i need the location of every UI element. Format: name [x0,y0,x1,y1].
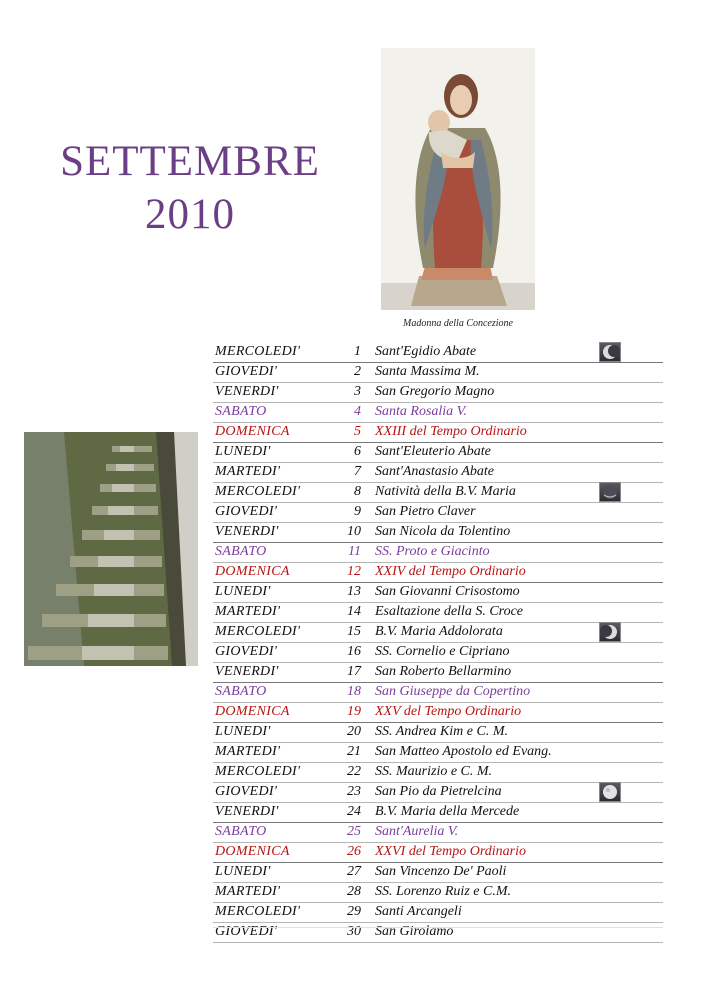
day-number: 27 [347,864,361,879]
full-moon-icon [599,782,621,802]
year-title: 2010 [145,191,235,238]
saint-of-day: B.V. Maria della Mercede [375,804,520,819]
weekday-name: DOMENICA [215,564,290,579]
weekday-name: VENERDI' [215,664,279,679]
day-number: 23 [347,784,361,799]
day-number: 19 [347,704,361,719]
weekday-name: VENERDI' [215,384,279,399]
calendar-row [213,823,663,843]
weekday-name: MARTEDI' [215,604,281,619]
month-title: SETTEMBRE [60,138,320,185]
saint-of-day: SS. Maurizio e C. M. [375,764,493,779]
saint-of-day: Sant'Anastasio Abate [375,464,495,479]
weekday-name: MERCOLEDI' [215,764,301,779]
calendar-row [213,543,663,563]
day-number: 1 [354,344,361,359]
saint-of-day: XXVI del Tempo Ordinario [375,844,527,859]
calendar-row [213,843,663,863]
saint-of-day: San Gregorio Magno [375,384,495,399]
weekday-name: GIOVEDI' [215,504,278,519]
saint-of-day: Sant'Eleuterio Abate [375,444,491,459]
saint-of-day: SS. Proto e Giacinto [375,544,490,559]
day-number: 13 [347,584,361,599]
saint-of-day: SS. Andrea Kim e C. M. [375,724,508,739]
calendar-row [213,863,663,883]
saint-of-day: San Pietro Claver [375,504,476,519]
day-number: 7 [354,464,361,479]
weekday-name: DOMENICA [215,704,290,719]
weekday-name: SABATO [215,544,267,559]
day-number: 10 [347,524,361,539]
weekday-name: SABATO [215,404,267,419]
weekday-name: SABATO [215,684,267,699]
day-number: 16 [347,644,361,659]
weekday-name: MARTEDI' [215,884,281,899]
weekday-name: MERCOLEDI' [215,624,301,639]
weekday-name: LUNEDI' [215,864,271,879]
calendar-row [213,483,663,503]
weekday-name: GIOVEDI' [215,364,278,379]
calendar-row [213,563,663,583]
weekday-name: VENERDI' [215,804,279,819]
day-number: 4 [354,404,361,419]
day-number: 15 [347,624,361,639]
saint-of-day: San Matteo Apostolo ed Evang. [375,744,552,759]
calendar-row [213,703,663,723]
new-moon-icon [599,482,621,502]
weekday-name: MARTEDI' [215,464,281,479]
calendar-row [213,523,663,543]
saint-of-day: Santi Arcangeli [375,904,462,919]
first-quarter-icon [599,622,621,642]
saint-of-day: Santa Massima M. [375,364,480,379]
weekday-name: DOMENICA [215,844,290,859]
calendar-row [213,883,663,903]
day-number: 14 [347,604,361,619]
day-number: 18 [347,684,361,699]
weekday-name: MERCOLEDI' [215,344,301,359]
calendar-row [213,363,663,383]
day-number: 29 [347,904,361,919]
day-number: 11 [348,544,361,559]
calendar-list [213,343,663,943]
saint-of-day: San Nicola da Tolentino [375,524,511,539]
calendar-row [213,443,663,463]
madonna-statue-photo [381,48,535,310]
weekday-name: SABATO [215,824,267,839]
weekday-name: VENERDI' [215,524,279,539]
day-number: 26 [347,844,361,859]
calendar-row [213,683,663,703]
weekday-name: GIOVEDI' [215,924,278,939]
saint-of-day: Natività della B.V. Maria [375,484,516,499]
calendar-row [213,783,663,803]
day-number: 17 [347,664,361,679]
calendar-row [213,463,663,483]
weekday-name: GIOVEDI' [215,644,278,659]
weekday-name: GIOVEDI' [215,784,278,799]
calendar-row [213,723,663,743]
photo-caption: Madonna della Concezione [403,318,513,329]
weekday-name: MARTEDI' [215,744,281,759]
calendar-row [213,423,663,443]
day-number: 3 [354,384,361,399]
saint-of-day: SS. Lorenzo Ruiz e C.M. [375,884,511,899]
weekday-name: LUNEDI' [215,724,271,739]
calendar-row [213,803,663,823]
day-number: 25 [347,824,361,839]
calendar-row [213,763,663,783]
saint-of-day: XXIII del Tempo Ordinario [375,424,527,439]
calendar-row [213,403,663,423]
calendar-row [213,343,663,363]
day-number: 2 [354,364,361,379]
saint-of-day: Sant'Aurelia V. [375,824,459,839]
calendar-row [213,383,663,403]
day-number: 5 [354,424,361,439]
day-number: 21 [347,744,361,759]
saint-of-day: SS. Cornelio e Cipriano [375,644,510,659]
calendar-trailing-line [213,907,663,928]
stone-stairs-photo [24,432,198,666]
saint-of-day: B.V. Maria Addolorata [375,624,503,639]
day-number: 24 [347,804,361,819]
day-number: 9 [354,504,361,519]
calendar-row [213,603,663,623]
last-quarter-icon [599,342,621,362]
calendar-row [213,643,663,663]
saint-of-day: XXIV del Tempo Ordinario [375,564,526,579]
weekday-name: LUNEDI' [215,584,271,599]
calendar-row [213,623,663,643]
saint-of-day: Santa Rosalia V. [375,404,467,419]
saint-of-day: Sant'Egidio Abate [375,344,477,359]
day-number: 12 [347,564,361,579]
day-number: 30 [347,924,361,939]
day-number: 6 [354,444,361,459]
calendar-row [213,743,663,763]
day-number: 22 [347,764,361,779]
saint-of-day: San Girolamo [375,924,454,939]
calendar-row [213,503,663,523]
saint-of-day: San Vincenzo De' Paoli [375,864,507,879]
weekday-name: DOMENICA [215,424,290,439]
saint-of-day: XXV del Tempo Ordinario [375,704,522,719]
saint-of-day: San Giuseppe da Copertino [375,684,531,699]
day-number: 20 [347,724,361,739]
saint-of-day: San Pio da Pietrelcina [375,784,502,799]
saint-of-day: Esaltazione della S. Croce [375,604,524,619]
weekday-name: MERCOLEDI' [215,904,301,919]
calendar-row [213,583,663,603]
calendar-row [213,663,663,683]
weekday-name: MERCOLEDI' [215,484,301,499]
day-number: 8 [354,484,361,499]
saint-of-day: San Roberto Bellarmino [375,664,512,679]
weekday-name: LUNEDI' [215,444,271,459]
saint-of-day: San Giovanni Crisostomo [375,584,520,599]
day-number: 28 [347,884,361,899]
